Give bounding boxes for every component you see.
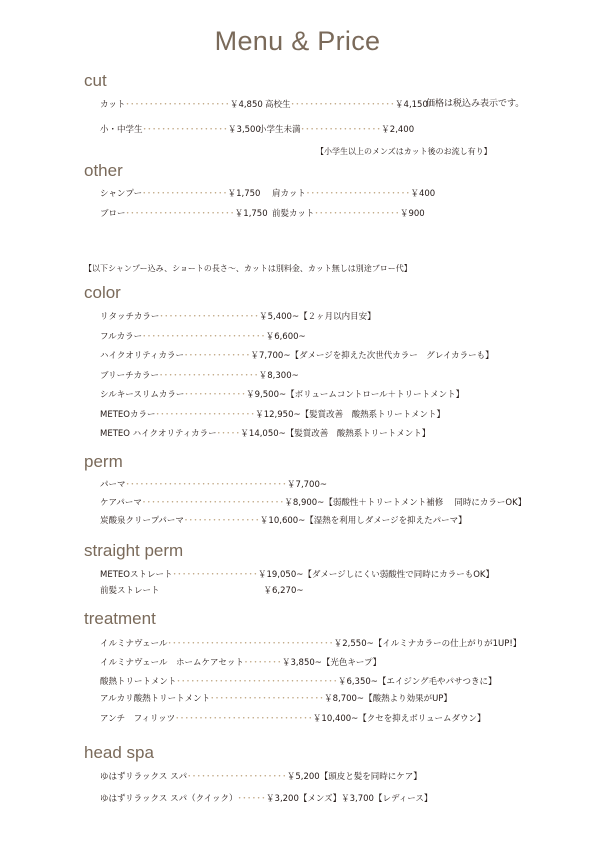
price-row-retouch-color [100, 311, 376, 323]
item-name: アルカリ酸熱トリートメント [100, 694, 211, 704]
general-note: 【以下シャンプー込み、ショートの長さ〜、カットは別料金、カット無しは別途ブロー代】 [84, 264, 412, 273]
leader-dots: ･･････････････････････････････････ [176, 677, 338, 687]
item-price: ￥3,500 [228, 125, 261, 135]
leader-dots: ･････････････････ [300, 125, 382, 135]
item-name: 高校生 [265, 100, 291, 110]
item-name: フルカラー [100, 332, 143, 342]
item-price: ￥5,400~ [259, 312, 300, 322]
item-price: ￥14,050~ [240, 429, 286, 439]
item-name: ブリーチカラー [100, 371, 159, 381]
leader-dots: ･･･････････････････････････････････ [167, 639, 334, 649]
leader-dots: ･･････････････････ [142, 189, 228, 199]
section-heading-other: other [84, 161, 123, 180]
price-row-cut [100, 99, 263, 111]
item-note: 【メンズ】￥3,700【レディース】 [298, 794, 433, 804]
item-price: ￥1,750 [234, 209, 268, 219]
item-name: シャンプー [100, 189, 143, 199]
price-row-relax-spa [100, 771, 422, 783]
item-note: 【ボリュームコントロール＋トリートメント】 [286, 390, 465, 400]
cut-note: 【小学生以上のメンズはカット後のお流し有り】 [316, 147, 492, 156]
price-row-elementary [100, 124, 261, 136]
item-price: ￥19,050~ [257, 570, 304, 580]
item-name: METEO ハイクオリティカラー [100, 429, 217, 439]
leader-dots: ･･････ [237, 794, 267, 804]
item-price: ￥10,600~ [259, 516, 306, 526]
item-note: 【クセを抑えボリュームダウン】 [358, 714, 486, 724]
item-name: シルキースリムカラー [100, 390, 185, 400]
item-name: 肩カット [272, 189, 306, 199]
item-note: 【イルミナカラーの仕上がりが1UP!】 [373, 639, 522, 649]
item-note: 【頭皮と髪を同時にケア】 [319, 772, 422, 782]
leader-dots: ･･････････････････････ [290, 100, 396, 110]
price-row-meteo-color [100, 409, 445, 421]
price-row-bangs-cut [272, 208, 425, 220]
item-name: 小・中学生 [100, 125, 143, 135]
price-row-meteo-straight [100, 569, 494, 581]
item-name: 炭酸泉クリープパーマ [100, 516, 184, 526]
section-heading-cut: cut [84, 71, 107, 90]
section-heading-color: color [84, 283, 121, 302]
item-note: 【ダメージを抑えた次世代カラー グレイカラーも】 [290, 351, 494, 361]
item-name: 酸熱トリートメント [100, 677, 177, 687]
item-price: ￥8,700~ [324, 694, 365, 704]
leader-dots: ････････ [243, 658, 282, 668]
price-row-alkali-acid-heat-treatment [100, 693, 452, 705]
item-name: アンチ フィリッツ [100, 714, 176, 724]
item-name: 小学生未満 [258, 125, 301, 135]
price-row-bleach-color [100, 370, 299, 382]
item-note: 【髪質改善 酸熱系トリートメント】 [285, 429, 431, 439]
leader-dots: ･････････････････････････････ [175, 714, 313, 724]
item-price: ￥1,750 [227, 189, 261, 199]
price-row-silky-slim-color [100, 389, 464, 401]
price-row-illumina-veil [100, 638, 521, 650]
item-price: ￥8,900~ [284, 498, 325, 508]
section-heading-straight-perm: straight perm [84, 541, 184, 560]
leader-dots: ･･･････････････････････ [125, 209, 235, 219]
leader-dots: ･････････････････････ [159, 371, 259, 381]
item-name: METEOカラー [100, 410, 156, 420]
item-note: 【弱酸性＋トリートメント補修 同時にカラーOK】 [324, 498, 527, 508]
price-row-relax-spa-quick [100, 793, 432, 805]
item-price: ￥10,400~ [312, 714, 359, 724]
tax-note: 価格は税込み表示です。 [426, 99, 525, 109]
price-row-bangs-straight [100, 585, 303, 597]
section-heading-treatment: treatment [84, 609, 156, 628]
item-note: 【エイジング毛やパサつきに】 [377, 677, 497, 687]
item-price: ￥400 [410, 189, 436, 199]
leader-dots: ･･････････････････････････ [142, 332, 266, 342]
leader-dots: ･･････････････････････ [305, 189, 411, 199]
leader-dots: ････････････････････････ [210, 694, 325, 704]
item-price: ￥12,950~ [255, 410, 301, 420]
leader-dots: ･････ [216, 429, 241, 439]
leader-dots: ･･････････････････････････････････ [125, 480, 288, 490]
item-name: METEOストレート [100, 570, 173, 580]
price-row-highschool [265, 99, 428, 111]
item-note: 【酸熱より効果がUP】 [364, 694, 452, 704]
item-price: ￥8,300~ [258, 371, 299, 381]
price-row-anti-frizz [100, 713, 486, 725]
leader-dots: ･････････････････････ [155, 410, 256, 420]
price-row-meteo-high-quality-color [100, 428, 430, 440]
item-name: ゆはずリラックス スパ [100, 772, 188, 782]
price-row-shoulder-cut [272, 188, 435, 200]
item-price: ￥3,850~ [281, 658, 322, 668]
item-name: ケアパーマ [100, 498, 142, 508]
price-row-shampoo [100, 188, 260, 200]
item-price: ￥7,700~ [250, 351, 291, 361]
item-name: ゆはずリラックス スパ（クイック） [100, 794, 238, 804]
price-row-acid-heat-treatment [100, 676, 497, 688]
item-price: ￥5,200 [286, 772, 320, 782]
item-price: ￥4,150 [395, 100, 428, 110]
item-name: パーマ [100, 480, 126, 490]
item-note: 【湿熱を利用しダメージを抑えたパーマ】 [305, 516, 467, 526]
leader-dots: ･･････････････････････････････ [141, 498, 285, 508]
item-price: ￥6,600~ [265, 332, 306, 342]
leader-dots: ･････････････････････ [187, 772, 287, 782]
item-name: リタッチカラー [100, 312, 160, 322]
section-heading-perm: perm [84, 452, 123, 471]
item-price: ￥2,550~ [333, 639, 374, 649]
item-name: イルミナヴェール ホームケアセット [100, 658, 244, 668]
item-name: 前髪カット [272, 209, 315, 219]
item-name: ブロー [100, 209, 126, 219]
item-price: ￥900 [399, 209, 425, 219]
section-heading-head-spa: head spa [84, 743, 154, 762]
price-row-blow [100, 208, 268, 220]
price-row-full-color [100, 331, 306, 343]
price-row-illumina-homecare [100, 657, 381, 669]
leader-dots: ･････････････ [184, 390, 247, 400]
item-price: ￥7,700~ [287, 480, 327, 490]
item-note: 【光色キープ】 [321, 658, 382, 668]
leader-dots: ･･････････････････ [172, 570, 258, 580]
item-note: 【ダメージしにくい弱酸性で同時にカラーもOK】 [303, 570, 494, 580]
item-price: ￥6,350~ [337, 677, 378, 687]
item-price: ￥3,200 [266, 794, 299, 804]
item-name: カット [100, 100, 126, 110]
item-name: ハイクオリティカラー [100, 351, 184, 361]
item-price: ￥9,500~ [246, 390, 287, 400]
leader-dots: ････････････････ [183, 516, 260, 526]
leader-dots: ･････････････････････ [159, 312, 260, 322]
price-row-care-perm [100, 497, 526, 509]
page-title: Menu & Price [214, 26, 381, 56]
price-row-high-quality-color [100, 350, 494, 362]
item-note: 【２ヶ月以内目安】 [299, 312, 376, 322]
item-price: ￥6,270~ [263, 586, 304, 596]
leader-dots: ･･････････････ [183, 351, 251, 361]
leader-dots: ･･････････････････････ [125, 100, 230, 110]
leader-dots: ･･････････････････ [314, 209, 400, 219]
leader-dots: ･･････････････････ [142, 125, 229, 135]
price-row-perm [100, 479, 327, 491]
item-name: イルミナヴェール [100, 639, 168, 649]
item-price: ￥4,850 [229, 100, 263, 110]
item-price: ￥2,400 [381, 125, 415, 135]
price-row-carbonated-creep-perm [100, 515, 467, 527]
price-row-preschool [258, 124, 414, 136]
item-note: 【髪質改善 酸熱系トリートメント】 [300, 410, 446, 420]
item-name: 前髪ストレート [100, 586, 160, 596]
